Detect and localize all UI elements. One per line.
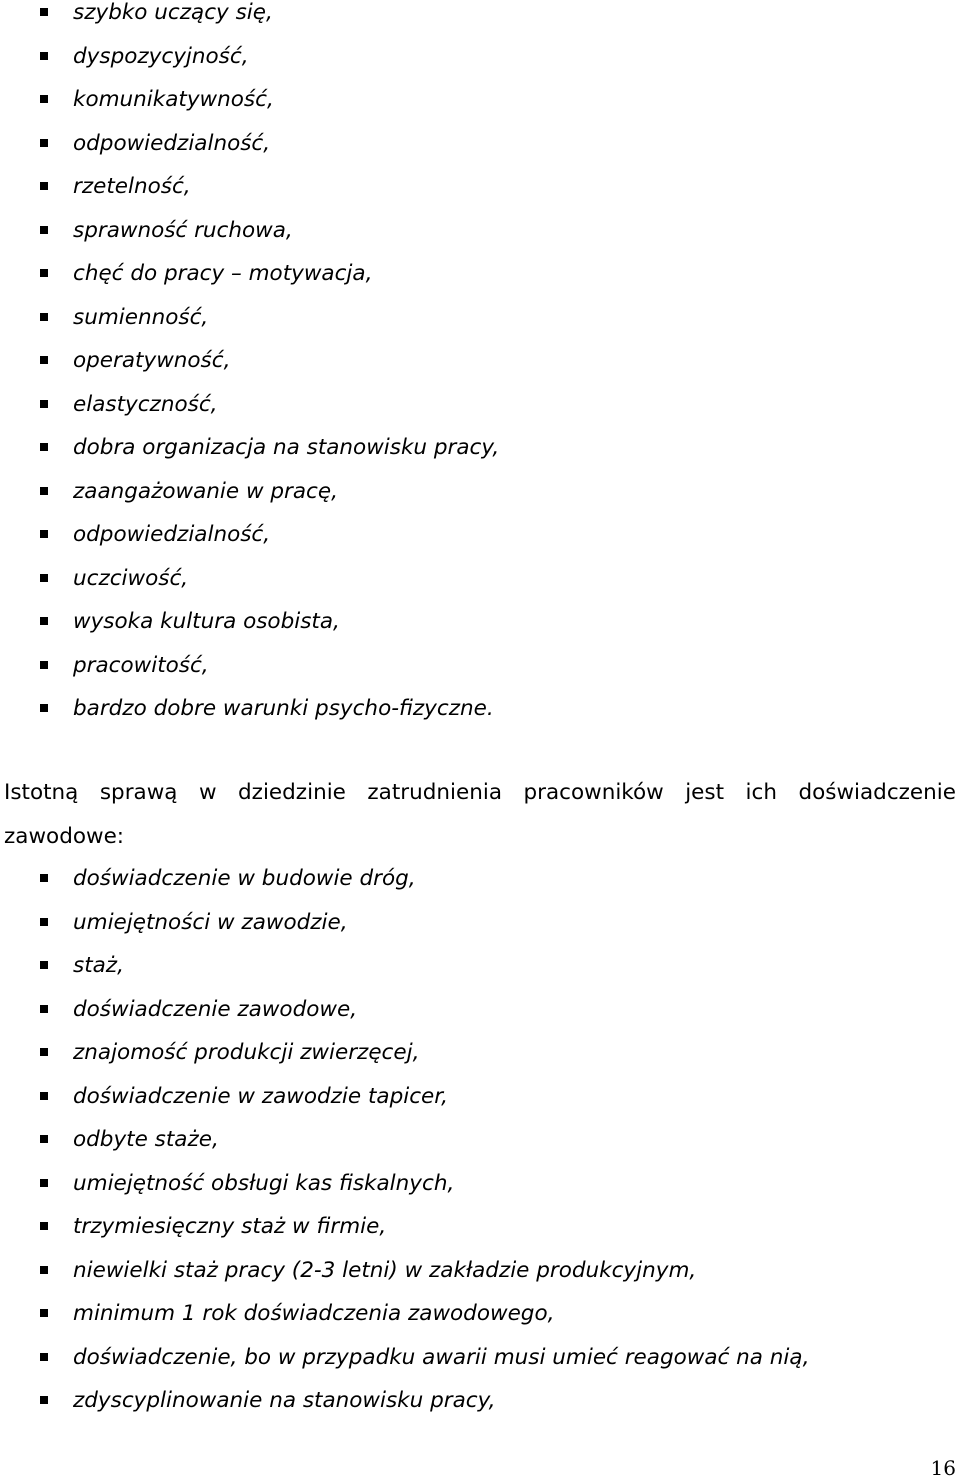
list-item-text: odbyte staże, — [73, 1127, 219, 1152]
list-item — [0, 1379, 960, 1423]
square-bullet-icon — [40, 918, 48, 926]
square-bullet-icon — [40, 443, 48, 451]
square-bullet-icon — [40, 8, 48, 16]
list-item — [0, 687, 960, 731]
square-bullet-icon — [40, 661, 48, 669]
square-bullet-icon — [40, 1179, 48, 1187]
list-item-text: znajomość produkcji zwierzęcej, — [73, 1040, 420, 1065]
list-item-text: komunikatywność, — [73, 87, 274, 112]
list-item — [0, 644, 960, 688]
list-item-text: umiejętności w zawodzie, — [73, 909, 348, 935]
list-item-text: zaangażowanie w pracę, — [73, 478, 338, 504]
list-item — [0, 252, 960, 296]
list-item-text: elastyczność, — [73, 391, 218, 417]
list-item — [0, 35, 960, 79]
list-item-text: staż, — [73, 953, 124, 978]
square-bullet-icon — [40, 574, 48, 582]
square-bullet-icon — [40, 961, 48, 969]
list-item-text: szybko uczący się, — [73, 0, 273, 25]
list-item — [0, 901, 960, 945]
square-bullet-icon — [40, 1092, 48, 1100]
square-bullet-icon — [40, 182, 48, 190]
experience-list — [0, 857, 960, 1423]
list-item — [0, 339, 960, 383]
list-item-text: rzetelność, — [73, 174, 191, 199]
square-bullet-icon — [40, 139, 48, 147]
list-item-text: sprawność ruchowa, — [73, 217, 293, 243]
square-bullet-icon — [40, 52, 48, 60]
list-item — [0, 426, 960, 470]
list-item-text: minimum 1 rok doświadczenia zawodowego, — [73, 1301, 555, 1326]
list-item-text: bardzo dobre warunki psycho-fizyczne. — [73, 696, 494, 721]
list-item — [0, 857, 960, 901]
list-item-text: dyspozycyjność, — [73, 43, 249, 69]
square-bullet-icon — [40, 356, 48, 364]
list-item-text: operatywność, — [73, 348, 231, 373]
list-item — [0, 1118, 960, 1162]
square-bullet-icon — [40, 704, 48, 712]
list-item — [0, 470, 960, 514]
list-item-text: sumienność, — [73, 304, 209, 330]
square-bullet-icon — [40, 226, 48, 234]
square-bullet-icon — [40, 530, 48, 538]
list-item — [0, 1249, 960, 1293]
list-item-text: chęć do pracy – motywacja, — [73, 261, 373, 286]
list-item-text: uczciwość, — [73, 565, 189, 591]
list-item-text: doświadczenie w zawodzie tapicer, — [73, 1083, 448, 1109]
square-bullet-icon — [40, 1222, 48, 1230]
list-item — [0, 600, 960, 644]
square-bullet-icon — [40, 400, 48, 408]
list-item-text: pracowitość, — [73, 652, 209, 678]
list-item — [0, 78, 960, 122]
square-bullet-icon — [40, 313, 48, 321]
list-item-text: doświadczenie zawodowe, — [73, 996, 358, 1022]
square-bullet-icon — [40, 1309, 48, 1317]
qualities-list — [0, 0, 960, 731]
list-item-text: odpowiedzialność, — [73, 130, 271, 156]
list-item-text: trzymiesięczny staż w firmie, — [73, 1214, 387, 1239]
page-number: 16 — [930, 1456, 956, 1480]
list-item — [0, 122, 960, 166]
list-item — [0, 513, 960, 557]
list-item — [0, 165, 960, 209]
list-item-text: umiejętność obsługi kas fiskalnych, — [73, 1170, 455, 1196]
list-item — [0, 1205, 960, 1249]
list-item-text: doświadczenie w budowie dróg, — [73, 866, 416, 891]
list-item — [0, 383, 960, 427]
square-bullet-icon — [40, 1396, 48, 1404]
list-item — [0, 1336, 960, 1380]
list-item — [0, 209, 960, 253]
list-item-text: niewielki staż pracy (2-3 letni) w zakładzie produkcyjnym, — [73, 1257, 697, 1283]
square-bullet-icon — [40, 487, 48, 495]
square-bullet-icon — [40, 874, 48, 882]
list-item-text: wysoka kultura osobista, — [73, 609, 340, 634]
square-bullet-icon — [40, 1353, 48, 1361]
list-item-text: odpowiedzialność, — [73, 522, 271, 547]
list-item — [0, 1031, 960, 1075]
list-item — [0, 1075, 960, 1119]
square-bullet-icon — [40, 1135, 48, 1143]
square-bullet-icon — [40, 617, 48, 625]
square-bullet-icon — [40, 95, 48, 103]
square-bullet-icon — [40, 1266, 48, 1274]
list-item — [0, 296, 960, 340]
list-item — [0, 988, 960, 1032]
list-item-text: zdyscyplinowanie na stanowisku pracy, — [73, 1388, 496, 1413]
square-bullet-icon — [40, 1005, 48, 1013]
square-bullet-icon — [40, 269, 48, 277]
list-item-text: doświadczenie, bo w przypadku awarii musi umieć reagować na nią, — [73, 1344, 810, 1370]
square-bullet-icon — [40, 1048, 48, 1056]
list-item — [0, 1162, 960, 1206]
list-item — [0, 557, 960, 601]
list-item — [0, 0, 960, 35]
list-item — [0, 1292, 960, 1336]
list-item — [0, 944, 960, 988]
experience-paragraph: Istotną sprawą w dziedzinie zatrudnienia pracowników jest ich doświadczenie zawodowe: — [4, 780, 956, 849]
list-item-text: dobra organizacja na stanowisku pracy, — [73, 435, 500, 460]
